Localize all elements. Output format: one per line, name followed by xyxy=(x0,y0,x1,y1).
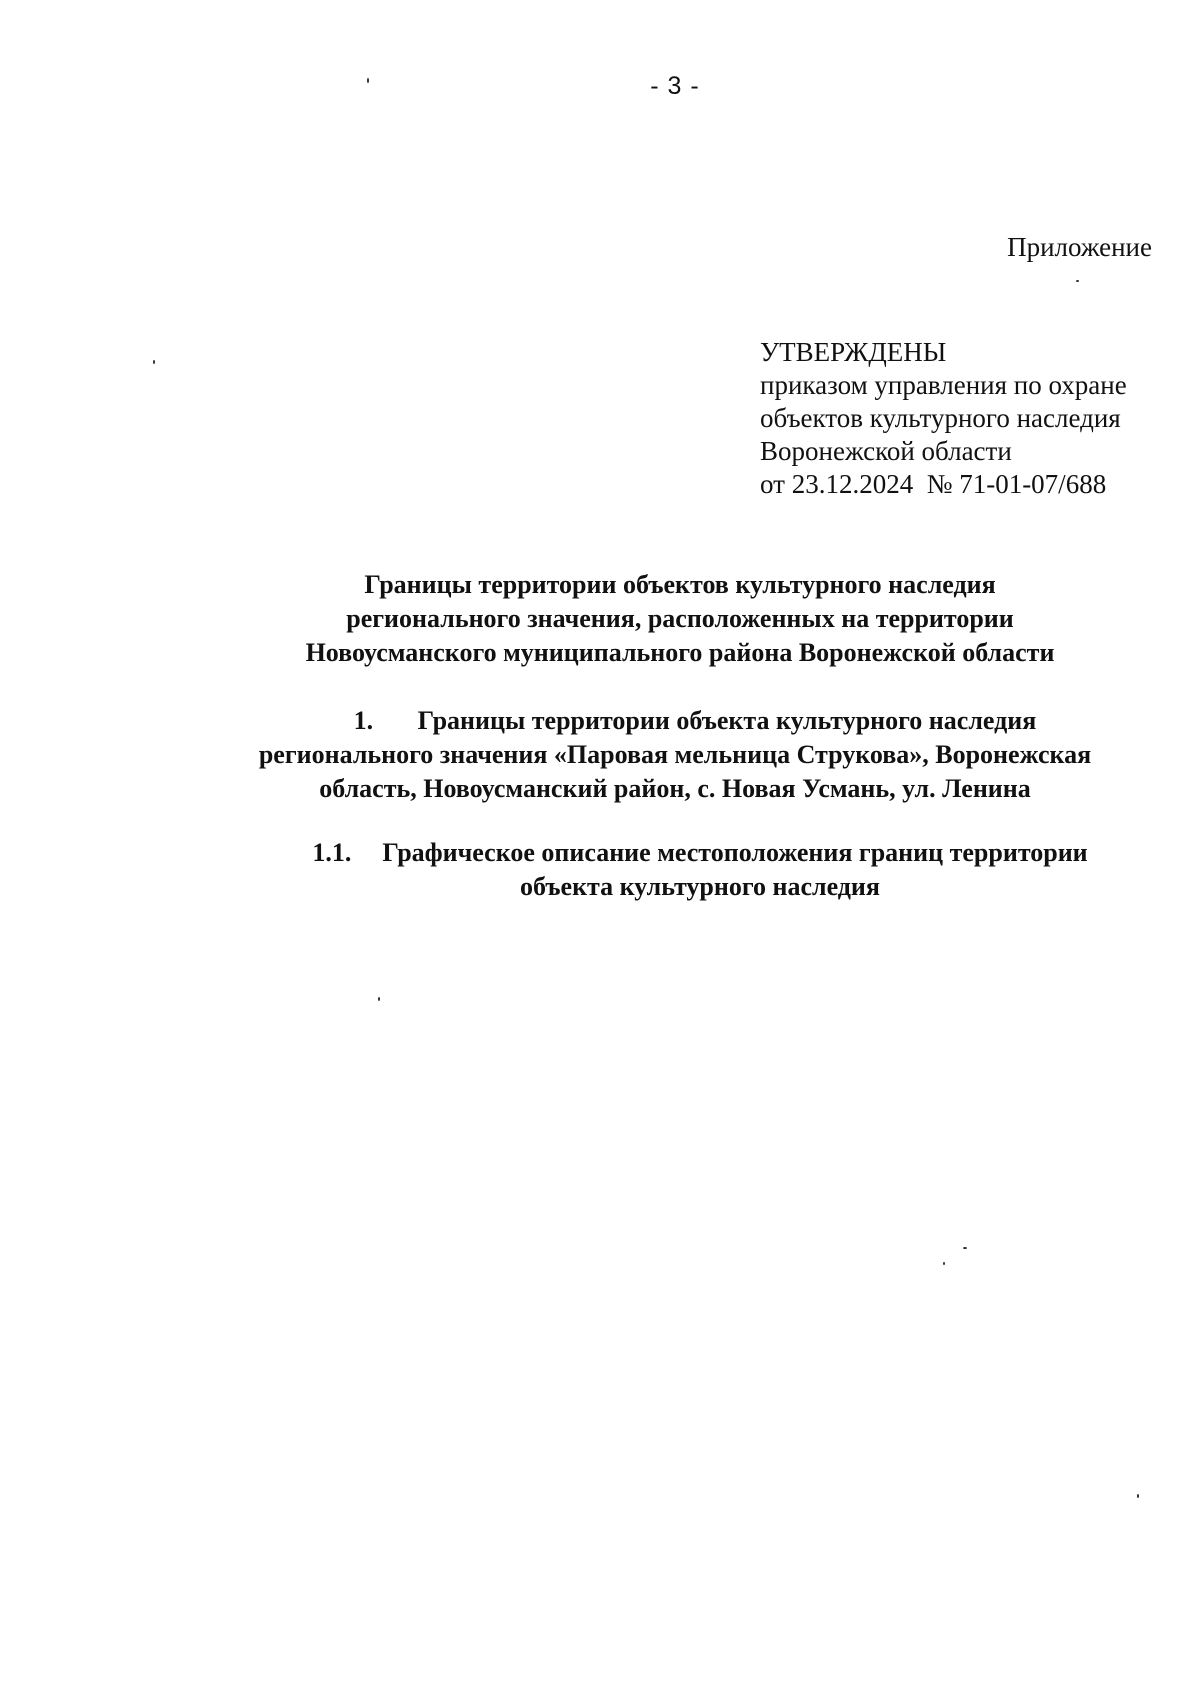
document-title xyxy=(240,568,1120,670)
section-1-1-heading xyxy=(250,836,1150,904)
scan-speck xyxy=(153,360,155,364)
page-number: - 3 - xyxy=(650,72,700,100)
section-1-line xyxy=(210,704,1140,738)
scan-speck xyxy=(367,78,369,83)
section-1-line: область, Новоусманский район, с. Новая Усмань, ул. Ленина xyxy=(319,774,1031,803)
approved-heading: УТВЕРЖДЕНЫ xyxy=(760,337,947,367)
section-1-1-number: 1.1. xyxy=(312,838,352,867)
approval-line: Воронежской области xyxy=(760,436,1012,466)
section-1-number: 1. xyxy=(353,706,374,735)
section-1-1-text: Графическое описание местоположения границ территории xyxy=(382,838,1088,867)
title-line: Границы территории объектов культурного наследия xyxy=(364,570,996,599)
approval-block xyxy=(760,336,1127,501)
approval-line: объектов культурного наследия xyxy=(760,403,1121,433)
title-line: регионального значения, расположенных на территории xyxy=(346,604,1014,633)
section-1-line: регионального значения «Паровая мельница Струкова», Воронежская xyxy=(258,740,1092,769)
scan-speck xyxy=(1076,280,1079,282)
title-line: Новоусманского муниципального района Воронежской области xyxy=(305,638,1055,667)
section-1-text: Границы территории объекта культурного наследия xyxy=(417,706,1037,735)
scan-speck xyxy=(943,1262,945,1265)
scan-speck xyxy=(1137,1494,1139,1498)
section-1-1-line xyxy=(250,836,1150,870)
appendix-label: Приложение xyxy=(1007,232,1152,262)
approval-date-number: от 23.12.2024 № 71-01-07/688 xyxy=(760,469,1107,499)
scan-speck xyxy=(963,1247,967,1249)
scan-speck xyxy=(378,997,380,1001)
section-1-heading xyxy=(210,704,1140,806)
approval-line: приказом управления по охране xyxy=(760,370,1127,400)
section-1-1-line: объекта культурного наследия xyxy=(520,872,880,901)
